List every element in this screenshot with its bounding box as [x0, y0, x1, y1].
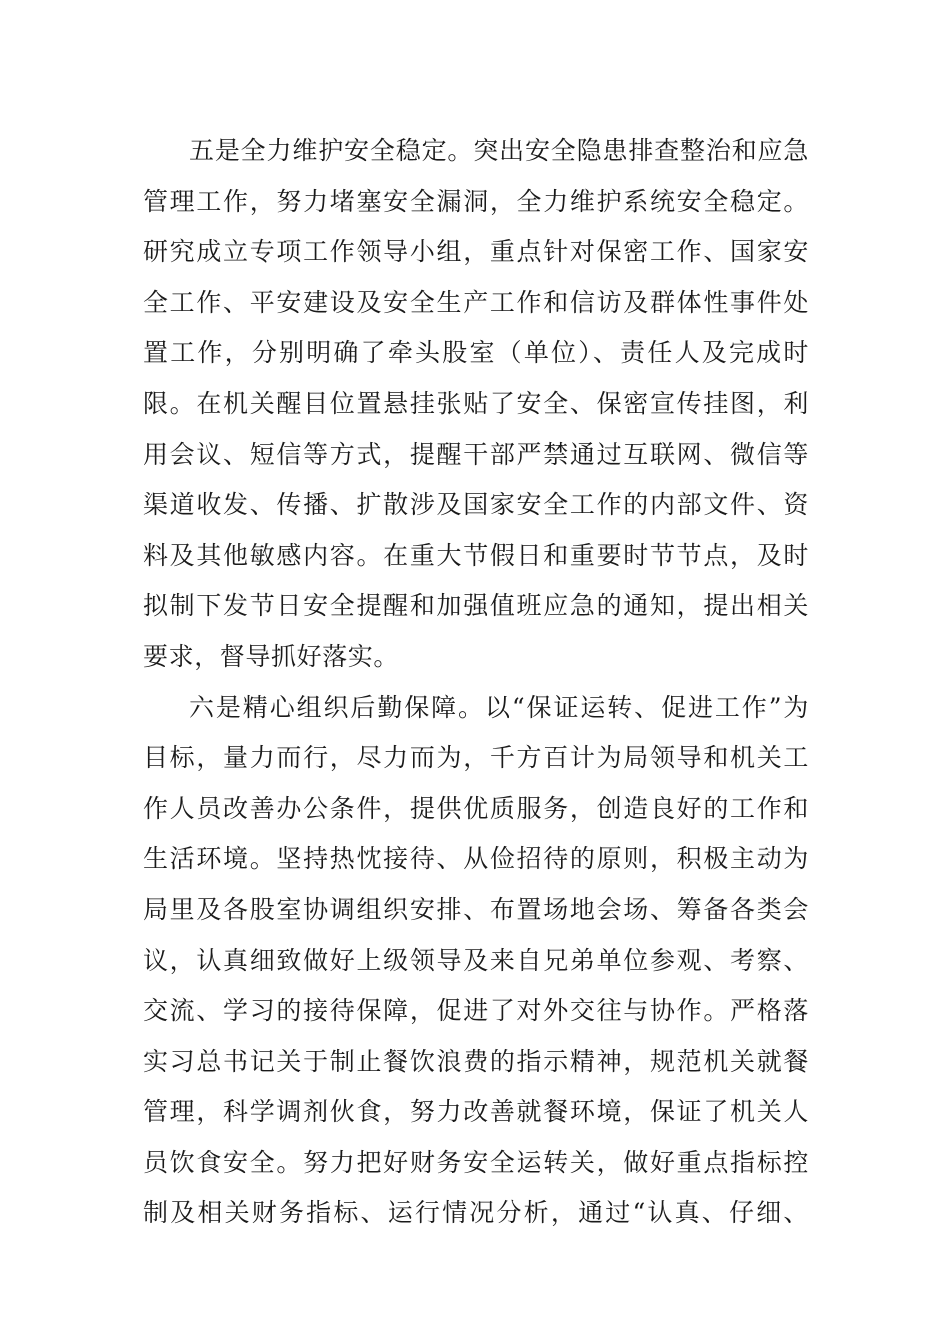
paragraph-line: 管理工作，努力堵塞安全漏洞，全力维护系统安全稳定。 — [143, 186, 809, 216]
paragraph-line: 限。在机关醒目位置悬挂张贴了安全、保密宣传挂图，利 — [143, 388, 809, 418]
paragraph-line: 置工作，分别明确了牵头股室（单位）、责任人及完成时 — [143, 338, 809, 368]
paragraph-line: 交流、学习的接待保障，促进了对外交往与协作。严格落 — [143, 996, 809, 1026]
paragraph-line: 渠道收发、传播、扩散涉及国家安全工作的内部文件、资 — [143, 490, 809, 520]
paragraph-line: 料及其他敏感内容。在重大节假日和重要时节节点，及时 — [143, 540, 809, 570]
paragraph-line: 要求，督导抓好落实。 — [143, 641, 400, 671]
paragraph-line: 局里及各股室协调组织安排、布置场地会场、筹备各类会 — [143, 894, 809, 924]
paragraph-line: 议，认真细致做好上级领导及来自兄弟单位参观、考察、 — [143, 945, 809, 975]
paragraph-line: 拟制下发节日安全提醒和加强值班应急的通知，提出相关 — [143, 591, 809, 621]
paragraph-line: 全工作、平安建设及安全生产工作和信访及群体性事件处 — [143, 287, 809, 317]
paragraph-line: 六是精心组织后勤保障。以“保证运转、促进工作”为 — [189, 692, 809, 722]
paragraph-line: 实习总书记关于制止餐饮浪费的指示精神，规范机关就餐 — [143, 1046, 809, 1076]
paragraph-logistics-support — [143, 683, 809, 1240]
paragraph-line: 制及相关财务指标、运行情况分析，通过“认真、仔细、 — [143, 1198, 809, 1228]
paragraph-line: 生活环境。坚持热忱接待、从俭招待的原则，积极主动为 — [143, 844, 809, 874]
document-body — [143, 126, 809, 1239]
paragraph-line: 管理，科学调剂伙食，努力改善就餐环境，保证了机关人 — [143, 1097, 809, 1127]
paragraph-security-stability — [143, 126, 809, 683]
paragraph-line: 研究成立专项工作领导小组，重点针对保密工作、国家安 — [143, 237, 809, 267]
paragraph-line: 作人员改善办公条件，提供优质服务，创造良好的工作和 — [143, 793, 809, 823]
paragraph-line: 用会议、短信等方式，提醒干部严禁通过互联网、微信等 — [143, 439, 809, 469]
paragraph-line: 目标，量力而行，尽力而为，千方百计为局领导和机关工 — [143, 743, 809, 773]
paragraph-line: 员饮食安全。努力把好财务安全运转关，做好重点指标控 — [143, 1147, 809, 1177]
paragraph-line: 五是全力维护安全稳定。突出安全隐患排查整治和应急 — [189, 136, 809, 165]
